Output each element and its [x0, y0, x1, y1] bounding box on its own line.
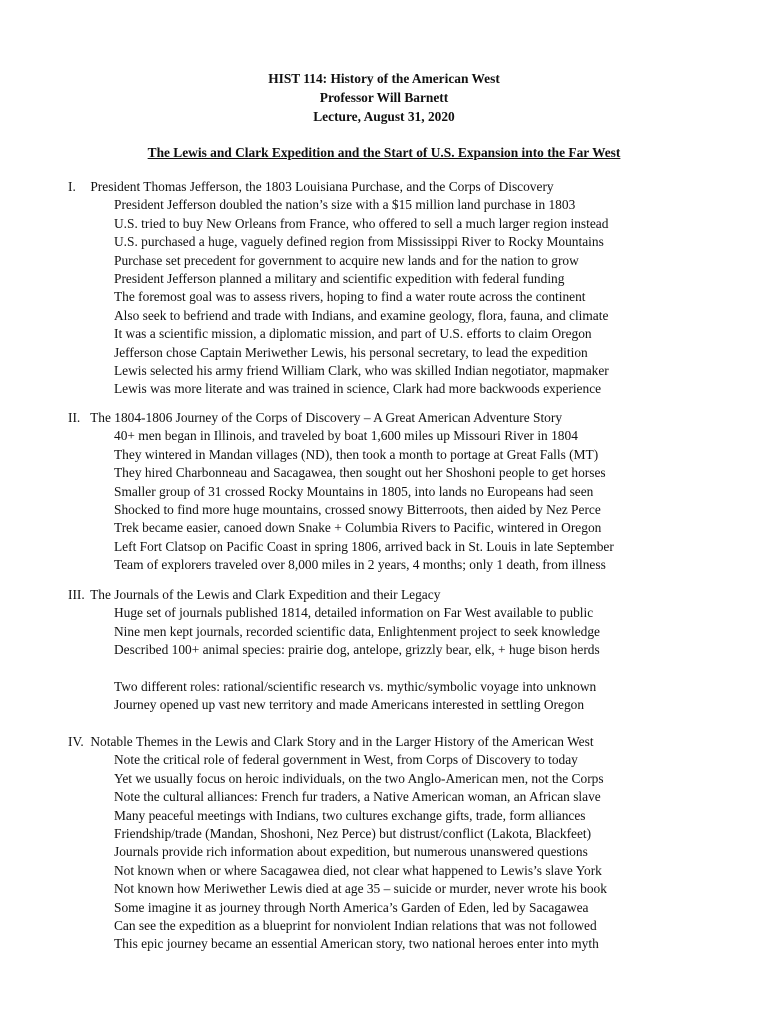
section-number: III.: [68, 587, 85, 602]
lecture-title: The Lewis and Clark Expedition and the Start of U.S. Expansion into the Far West: [147, 145, 621, 160]
lecture-date: Lecture, August 31, 2020: [313, 109, 455, 124]
outline-line: Purchase set precedent for government to acquire new lands and for the nation to grow: [114, 252, 579, 268]
section-1: [68, 178, 728, 399]
outline-line: They hired Charbonneau and Sacagawea, then sought out her Shoshoni people to get horses: [114, 465, 606, 481]
section-lines: [114, 751, 728, 953]
outline-line: Note the cultural alliances: French fur traders, a Native American woman, an African slave: [114, 789, 601, 805]
outline-line: It was a scientific mission, a diplomatic mission, and part of U.S. efforts to claim Oregon: [114, 326, 592, 342]
outline-line: They wintered in Mandan villages (ND), then took a month to portage at Great Falls (MT): [114, 446, 599, 462]
section-number: I.: [68, 179, 76, 194]
section-number: IV.: [68, 734, 84, 749]
section-3: [68, 586, 728, 715]
section-heading: [68, 586, 728, 604]
outline-line: Note the critical role of federal government in West, from Corps of Discovery to today: [114, 752, 578, 768]
course-title: HIST 114: History of the American West: [268, 71, 500, 86]
outline-line: Yet we usually focus on heroic individuals, on the two Anglo-American men, not the Corps: [114, 770, 604, 786]
section-lines: [114, 196, 728, 398]
section-heading-text: The Journals of the Lewis and Clark Expedition and their Legacy: [90, 587, 441, 602]
outline-line: President Jefferson planned a military and scientific expedition with federal funding: [114, 271, 565, 287]
section-heading-text: The 1804-1806 Journey of the Corps of Discovery – A Great American Adventure Story: [90, 410, 563, 425]
outline-line: Can see the expedition as a blueprint for nonviolent Indian relations that was not followed: [114, 918, 597, 934]
document-header: [0, 69, 768, 126]
section-heading-text: Notable Themes in the Lewis and Clark Story and in the Larger History of the American West: [90, 734, 594, 749]
outline-line: Smaller group of 31 crossed Rocky Mountains in 1805, into lands no Europeans had seen: [114, 483, 594, 499]
section-lines: [114, 427, 728, 574]
outline-line: This epic journey became an essential American story, two national heroes enter into myth: [114, 936, 599, 952]
outline-line: Two different roles: rational/scientific research vs. mythic/symbolic voyage into unknown: [114, 679, 597, 695]
section-heading: [68, 733, 728, 751]
outline-line: Team of explorers traveled over 8,000 miles in 2 years, 4 months; only 1 death, from illness: [114, 557, 606, 573]
outline-line: Friendship/trade (Mandan, Shoshoni, Nez Perce) but distrust/conflict (Lakota, Blackfeet): [114, 826, 592, 842]
outline-line: Journey opened up vast new territory and made Americans interested in settling Oregon: [114, 697, 585, 713]
outline-line: Huge set of journals published 1814, detailed information on Far West available to public: [114, 605, 594, 621]
outline-line: The foremost goal was to assess rivers, hoping to find a water route across the continent: [114, 289, 586, 305]
outline-line: U.S. tried to buy New Orleans from France, who offered to sell a much larger region instead: [114, 215, 609, 231]
outline-line: Described 100+ animal species: prairie dog, antelope, grizzly bear, elk, + huge bison herds: [114, 642, 600, 658]
section-lines: [114, 604, 728, 714]
outline-line: Many peaceful meetings with Indians, two cultures exchange gifts, trade, form alliances: [114, 807, 586, 823]
outline-line: Some imagine it as journey through North America’s Garden of Eden, led by Sacagawea: [114, 899, 589, 915]
outline-line: President Jefferson doubled the nation’s size with a $15 million land purchase in 1803: [114, 197, 576, 213]
outline-line: Also seek to befriend and trade with Indians, and examine geology, flora, fauna, and climate: [114, 307, 609, 323]
section-2: [68, 409, 728, 575]
professor-name: Professor Will Barnett: [319, 90, 449, 105]
section-4: [68, 733, 728, 954]
outline-line: Lewis selected his army friend William Clark, who was skilled Indian negotiator, mapmaker: [114, 363, 609, 379]
section-heading-text: President Thomas Jefferson, the 1803 Louisiana Purchase, and the Corps of Discovery: [90, 179, 554, 194]
outline-line: Jefferson chose Captain Meriwether Lewis, his personal secretary, to lead the expedition: [114, 344, 588, 360]
blank-line: [114, 660, 728, 678]
section-heading: [68, 409, 728, 427]
outline-line: U.S. purchased a huge, vaguely defined region from Mississippi River to Rocky Mountains: [114, 234, 604, 250]
outline-line: 40+ men began in Illinois, and traveled by boat 1,600 miles up Missouri River in 1804: [114, 428, 578, 444]
outline-line: Not known when or where Sacagawea died, not clear what happened to Lewis’s slave York: [114, 862, 602, 878]
outline-line: Journals provide rich information about expedition, but numerous unanswered questions: [114, 844, 588, 860]
outline-line: Left Fort Clatsop on Pacific Coast in spring 1806, arrived back in St. Louis in late September: [114, 538, 614, 554]
section-heading: [68, 178, 728, 196]
outline-line: Not known how Meriwether Lewis died at age 35 – suicide or murder, never wrote his book: [114, 881, 607, 897]
section-number: II.: [68, 410, 81, 425]
outline-line: Trek became easier, canoed down Snake + Columbia Rivers to Pacific, wintered in Oregon: [114, 520, 602, 536]
outline-line: Nine men kept journals, recorded scientific data, Enlightenment project to seek knowledge: [114, 623, 600, 639]
outline-line: Shocked to find more huge mountains, crossed snowy Bitterroots, then aided by Nez Perce: [114, 502, 601, 518]
outline-line: Lewis was more literate and was trained in science, Clark had more backwoods experience: [114, 381, 602, 397]
